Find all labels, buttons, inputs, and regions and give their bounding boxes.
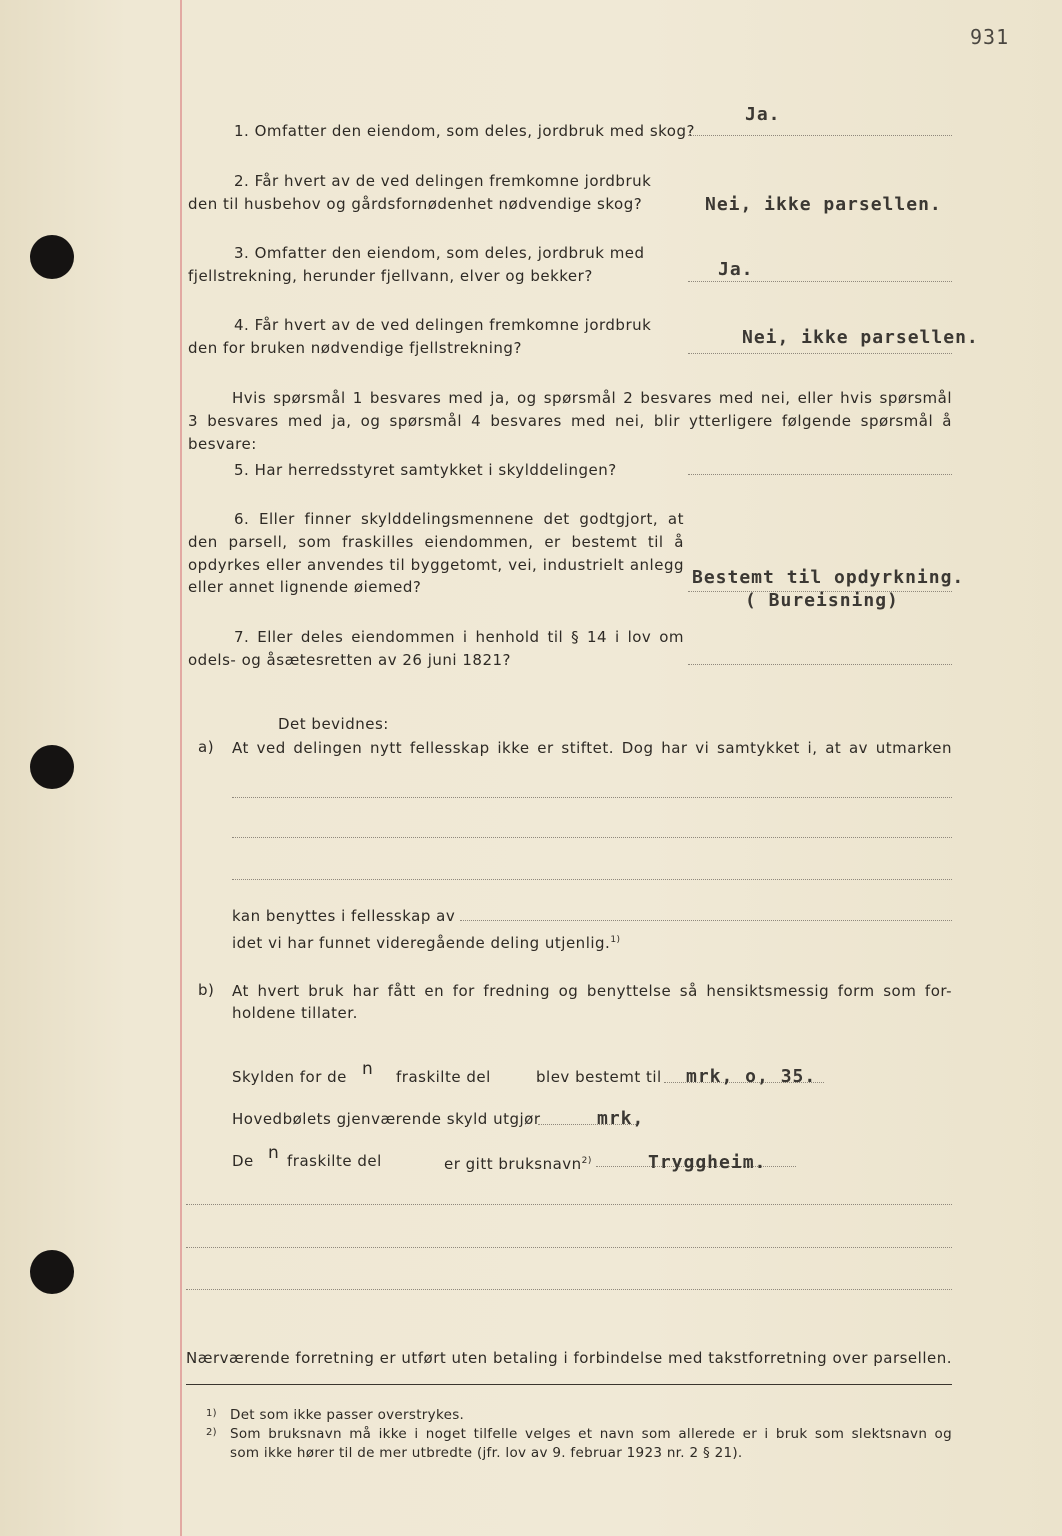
- question-6-line-4: eller annet lignende øiemed?: [188, 578, 422, 596]
- answer-4: Nei, ikke parsellen.: [742, 327, 979, 348]
- fill-line: [186, 1204, 952, 1205]
- answer-3: Ja.: [718, 259, 754, 280]
- footnote-2-text-2: som ikke hører til de mer utbredte (jfr. lov av 9. februar 1923 nr. 2 § 21).: [230, 1445, 743, 1461]
- answer-line: [688, 135, 952, 136]
- item-b-text-1: At hvert bruk har fått en for fredning og benyttelse så hensiktsmessig form som for-: [232, 982, 952, 1000]
- item-b-label: b): [198, 981, 215, 999]
- question-6-line-3: opdyrkes eller anvendes til byggetomt, vei, industrielt anlegg: [188, 556, 684, 574]
- footnote-2-text: Som bruksnavn må ikke i noget tilfelle velges et navn som allerede er i bruk som slektsnavn og: [230, 1426, 952, 1442]
- answer-line: [688, 353, 952, 354]
- footnote-1-mark: 1): [206, 1408, 217, 1419]
- fill-line: [460, 920, 952, 921]
- fill-line: [186, 1247, 952, 1248]
- item-a-text: At ved delingen nytt fellesskap ikke er stiftet. Dog har vi samtykket i, at av utmarken: [232, 739, 952, 757]
- answer-line: [688, 664, 952, 665]
- skyld-value: mrk, o, 35.: [686, 1066, 817, 1087]
- question-7-line-1: 7. Eller deles eiendommen i henhold til § 14 i lov om: [234, 628, 684, 646]
- name-suffix: er gitt bruksnavn$^{2)}$: [444, 1155, 592, 1173]
- question-2-line-1: 2. Får hvert av de ved delingen fremkomne jordbruk: [234, 172, 652, 190]
- question-4-line-2: den for bruken nødvendige fjellstrekning?: [188, 339, 522, 357]
- fill-line: [232, 837, 952, 838]
- page-number: 931: [970, 25, 1010, 49]
- fill-line: [232, 879, 952, 880]
- skyld-marker: n: [362, 1059, 374, 1079]
- question-3-line-2: fjellstrekning, herunder fjellvann, elver og bekker?: [188, 267, 593, 285]
- skyld-prefix: Skylden for de: [232, 1068, 347, 1086]
- answer-2: Nei, ikke parsellen.: [705, 194, 942, 215]
- name-value: Tryggheim.: [648, 1152, 767, 1173]
- answer-line: [688, 281, 952, 282]
- question-7-line-2: odels- og åsætesretten av 26 juni 1821?: [188, 651, 511, 669]
- punch-hole: [30, 235, 74, 279]
- answer-6-extra: ( Bureisning): [745, 590, 899, 611]
- item-a-common: kan benyttes i fellesskap av: [232, 907, 456, 925]
- answer-line: [688, 474, 952, 475]
- skyld-mid: fraskilte del: [396, 1068, 491, 1086]
- item-b-text-2: holdene tillater.: [232, 1004, 358, 1022]
- certification-heading: Det bevidnes:: [278, 715, 389, 733]
- skyld-suffix: blev bestemt til: [536, 1068, 662, 1086]
- footnote-1-text: Det som ikke passer overstrykes.: [230, 1407, 465, 1423]
- closing-statement: Nærværende forretning er utført uten betaling i forbindelse med takstforretning over parsellen.: [186, 1349, 952, 1367]
- closing-rule: [186, 1384, 952, 1385]
- question-5: 5. Har herredsstyret samtykket i skylddelingen?: [234, 461, 617, 479]
- hoved-label: Hovedbølets gjenværende skyld utgjør: [232, 1110, 541, 1128]
- item-a-reason: idet vi har funnet videregående deling utjenlig.$^{1)}$: [232, 934, 621, 952]
- question-4-line-1: 4. Får hvert av de ved delingen fremkomne jordbruk: [234, 316, 652, 334]
- margin-line: [180, 0, 182, 1536]
- question-6-line-1: 6. Eller finner skylddelingsmennene det godtgjort, at: [234, 510, 684, 528]
- answer-6: Bestemt til opdyrkning.: [692, 567, 965, 588]
- answer-1: Ja.: [745, 104, 781, 125]
- punch-hole: [30, 1250, 74, 1294]
- question-3-line-1: 3. Omfatter den eiendom, som deles, jordbruk med: [234, 244, 645, 262]
- name-marker: n: [268, 1143, 280, 1163]
- question-1: 1. Omfatter den eiendom, som deles, jordbruk med skog?: [234, 122, 695, 140]
- name-mid: fraskilte del: [287, 1152, 382, 1170]
- fill-line: [186, 1289, 952, 1290]
- conditional-line-2: 3 besvares med ja, og spørsmål 4 besvares med nei, blir ytterligere følgende spørsmål å besvare:: [188, 412, 952, 453]
- name-prefix: De: [232, 1152, 254, 1170]
- footnote-2-mark: 2): [206, 1427, 217, 1438]
- item-a-label: a): [198, 738, 215, 756]
- conditional-line-1: Hvis spørsmål 1 besvares med ja, og spørsmål 2 besvares med nei, eller hvis spørsmål: [232, 389, 952, 407]
- punch-hole: [30, 745, 74, 789]
- fill-line: [232, 797, 952, 798]
- question-6-line-2: den parsell, som fraskilles eiendommen, er bestemt til å: [188, 533, 684, 551]
- question-2-line-2: den til husbehov og gårdsfornødenhet nødvendige skog?: [188, 195, 643, 213]
- hoved-value: mrk,: [597, 1108, 645, 1129]
